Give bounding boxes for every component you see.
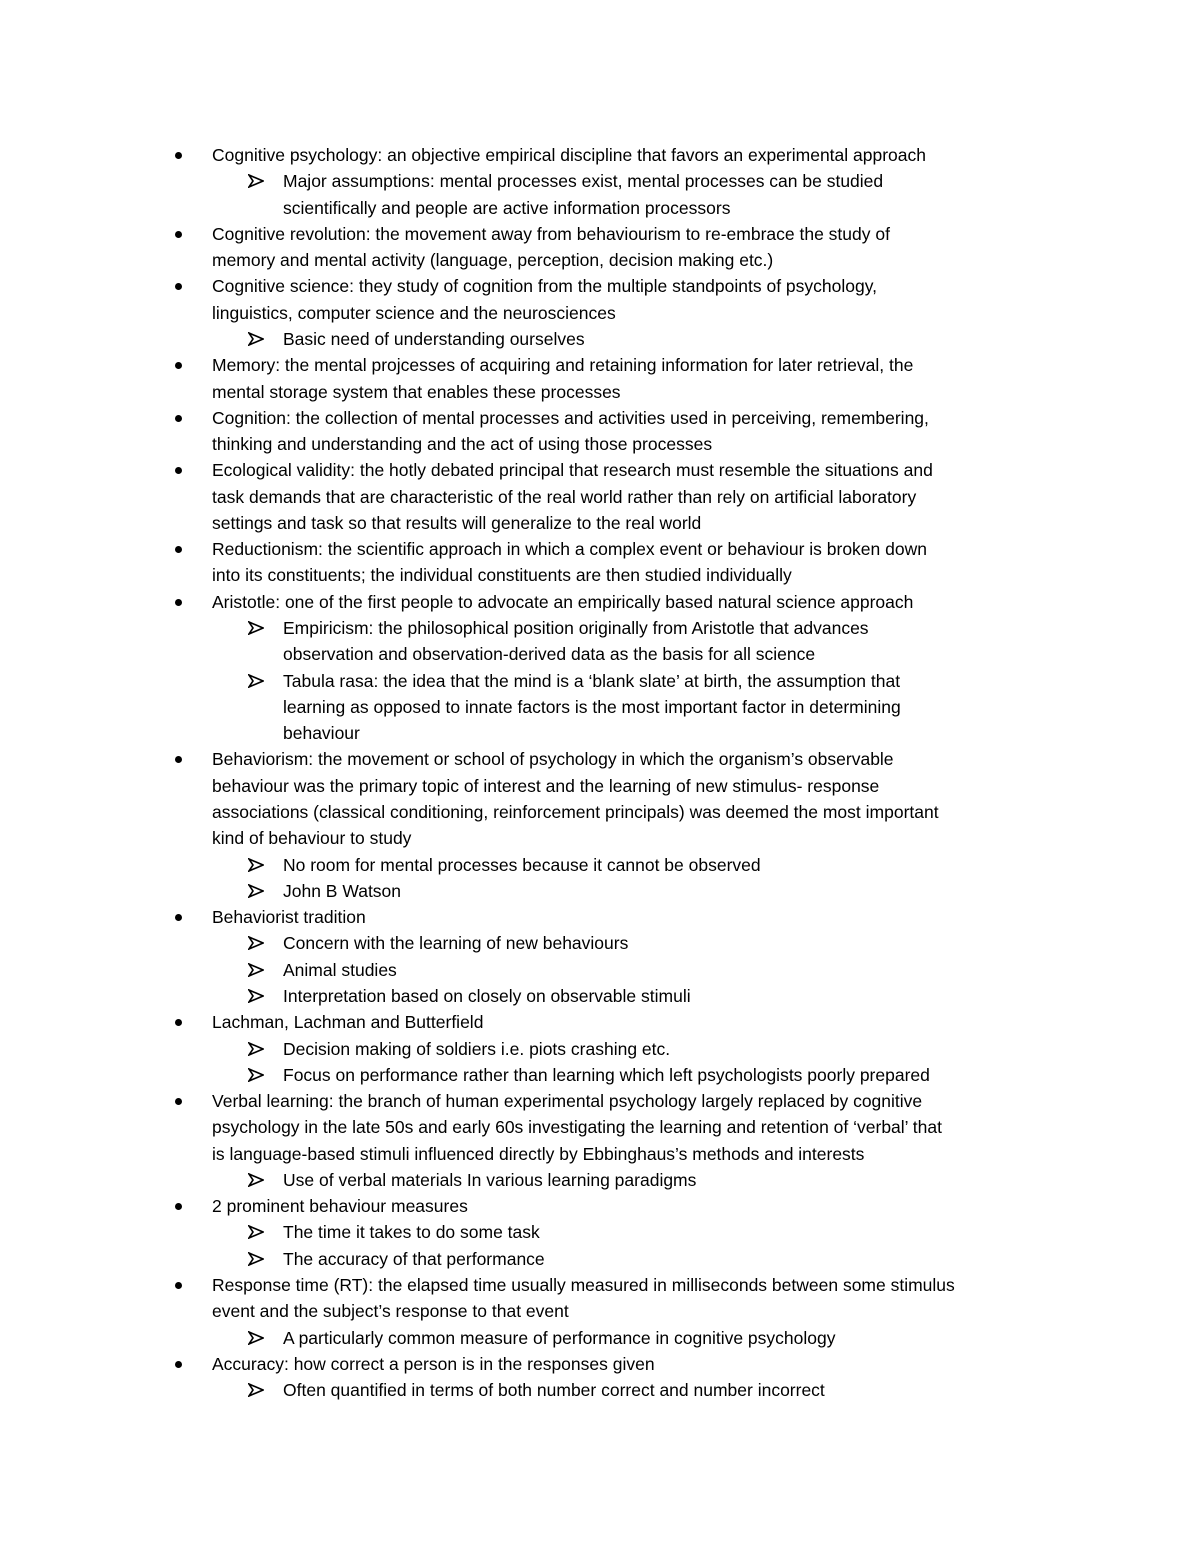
sub-list-item-text: Major assumptions: mental processes exist, mental processes can be studied <box>283 171 884 192</box>
bullet-icon <box>175 152 182 159</box>
sub-list-item-text: Focus on performance rather than learning which left psychologists poorly prepared <box>283 1064 930 1085</box>
bullet-icon <box>175 546 182 553</box>
list-item-text: Behaviorism: the movement or school of psychology in which the organism’s observable <box>212 749 894 770</box>
list-item-text: task demands that are characteristic of the real world rather than rely on artificial laboratory <box>212 486 917 507</box>
bullet-icon <box>175 1203 182 1210</box>
arrowhead-bullet-icon <box>248 1173 264 1187</box>
bullet-icon <box>175 599 182 606</box>
bullet-icon <box>175 415 182 422</box>
list-item-text: behaviour was the primary topic of interest and the learning of new stimulus- response <box>212 775 880 796</box>
sub-list-item-text: Tabula rasa: the idea that the mind is a ‘blank slate’ at birth, the assumption that <box>283 670 901 691</box>
arrowhead-bullet-icon <box>248 674 264 688</box>
sub-list-item-text: Decision making of soldiers i.e. piots crashing etc. <box>283 1038 671 1059</box>
sub-list-item-text: scientifically and people are active information processors <box>283 197 731 218</box>
list-item-text: Behaviorist tradition <box>212 907 366 928</box>
arrowhead-bullet-icon <box>248 1225 264 1239</box>
list-item-text: thinking and understanding and the act of using those processes <box>212 434 713 455</box>
bullet-icon <box>175 362 182 369</box>
arrowhead-bullet-icon <box>248 936 264 950</box>
sub-list-item-text: Use of verbal materials In various learning paradigms <box>283 1169 697 1190</box>
bullet-icon <box>175 1098 182 1105</box>
list-item-text: associations (classical conditioning, reinforcement principals) was deemed the most important <box>212 802 939 822</box>
bullet-icon <box>175 283 182 290</box>
bullet-icon <box>175 467 182 474</box>
sub-list-item-text: learning as opposed to innate factors is the most important factor in determining <box>283 696 901 717</box>
list-item-text: event and the subject’s response to that event <box>212 1301 569 1322</box>
sub-list-item-text: The accuracy of that performance <box>283 1248 545 1269</box>
bullet-icon <box>175 1361 182 1368</box>
sub-list-item-text: observation and observation-derived data as the basis for all science <box>283 644 816 665</box>
list-item-text: Memory: the mental projcesses of acquiring and retaining information for later retrieval, the <box>212 355 914 376</box>
list-item-text: settings and task so that results will generalize to the real world <box>212 512 702 533</box>
list-item-text: Aristotle: one of the first people to advocate an empirically based natural science approach <box>212 591 914 612</box>
sub-list-item-text: Animal studies <box>283 959 397 980</box>
sub-list-item-text: Empiricism: the philosophical position originally from Aristotle that advances <box>283 618 869 639</box>
sub-list-item-text: No room for mental processes because it cannot be observed <box>283 854 761 875</box>
bullet-icon <box>175 231 182 238</box>
list-item-text: Verbal learning: the branch of human experimental psychology largely replaced by cognitive <box>212 1091 923 1112</box>
list-item-text: Lachman, Lachman and Butterfield <box>212 1012 484 1033</box>
arrowhead-bullet-icon <box>248 621 264 635</box>
sub-list-item-text: Interpretation based on closely on observable stimuli <box>283 985 691 1006</box>
sub-list-item-text: Often quantified in terms of both number correct and number incorrect <box>283 1380 825 1401</box>
arrowhead-bullet-icon <box>248 1383 264 1397</box>
arrowhead-bullet-icon <box>248 174 264 188</box>
arrowhead-bullet-icon <box>248 989 264 1003</box>
arrowhead-bullet-icon <box>248 1331 264 1345</box>
list-item-text: Cognitive science: they study of cognition from the multiple standpoints of psychology, <box>212 276 878 297</box>
sub-list-item-text: John B Watson <box>283 880 402 901</box>
bullet-icon <box>175 914 182 921</box>
sub-list-item-text: Concern with the learning of new behaviours <box>283 933 629 954</box>
arrowhead-bullet-icon <box>248 963 264 977</box>
bullet-icon <box>175 1282 182 1289</box>
list-item-text: linguistics, computer science and the neurosciences <box>212 302 616 323</box>
list-item-text: Reductionism: the scientific approach in which a complex event or behaviour is broken down <box>212 539 927 560</box>
list-item-text: kind of behaviour to study <box>212 828 412 849</box>
list-item-text: Response time (RT): the elapsed time usually measured in milliseconds between some stimulus <box>212 1275 955 1296</box>
sub-list-item-text: behaviour <box>283 723 360 744</box>
bullet-icon <box>175 756 182 763</box>
sub-list-item-text: A particularly common measure of performance in cognitive psychology <box>283 1327 836 1348</box>
arrowhead-bullet-icon <box>248 1068 264 1082</box>
list-item-text: into its constituents; the individual constituents are then studied individually <box>212 565 792 586</box>
arrowhead-bullet-icon <box>248 1042 264 1056</box>
list-item-text: 2 prominent behaviour measures <box>212 1196 468 1217</box>
bullet-icon <box>175 1019 182 1026</box>
arrowhead-bullet-icon <box>248 858 264 872</box>
list-item-text: Cognition: the collection of mental processes and activities used in perceiving, remembering, <box>212 407 929 428</box>
list-item-text: Ecological validity: the hotly debated principal that research must resemble the situations and <box>212 460 933 481</box>
list-item-text: memory and mental activity (language, perception, decision making etc.) <box>212 250 774 271</box>
list-item-text: mental storage system that enables these processes <box>212 381 621 402</box>
list-item-text: is language-based stimuli influenced directly by Ebbinghaus’s methods and interests <box>212 1143 865 1164</box>
list-item-text: Accuracy: how correct a person is in the responses given <box>212 1353 655 1374</box>
arrowhead-bullet-icon <box>248 332 264 346</box>
list-item-text: psychology in the late 50s and early 60s investigating the learning and retention of ‘verbal’ that <box>212 1117 942 1138</box>
sub-list-item-text: Basic need of understanding ourselves <box>283 328 585 349</box>
arrowhead-bullet-icon <box>248 884 264 898</box>
arrowhead-bullet-icon <box>248 1252 264 1266</box>
sub-list-item-text: The time it takes to do some task <box>283 1222 540 1243</box>
list-item-text: Cognitive revolution: the movement away from behaviourism to re-embrace the study of <box>212 223 890 244</box>
list-item-text: Cognitive psychology: an objective empirical discipline that favors an experimental approach <box>212 145 926 165</box>
